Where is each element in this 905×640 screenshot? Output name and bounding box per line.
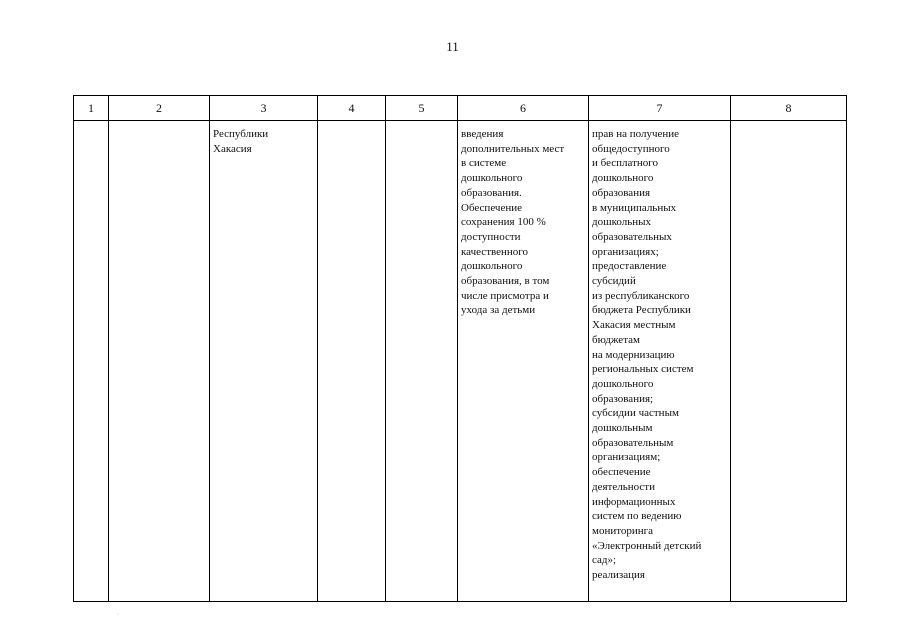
table-cell-col6: введения дополнительных мест в системе дошкольного образования. Обеспечение сохранения 100 % доступности качественного дошкольного образования, в том числе присмотра и ухода за детьми [458, 121, 589, 602]
data-table [73, 95, 847, 602]
page-number: 11 [446, 39, 459, 54]
column-header-8: 8 [731, 96, 847, 121]
table-cell-col7: прав на получение общедоступного и бесплатного дошкольного образования в муниципальных дошкольных образовательных организациях; предоставление субсидий из республиканского бюджета Республики Хакасия местным бюджетам на модернизацию региональных систем дошкольного образования; субсидии частным дошкольным образовательным организациям; обеспечение деятельности информационных систем по ведению мониторинга «Электронный детский сад»; реализация [589, 121, 731, 602]
column-header-1: 1 [74, 96, 109, 121]
scan-artifact: · [117, 612, 119, 618]
table-cell-col4 [318, 121, 386, 602]
table-cell-col5 [386, 121, 458, 602]
column-header-3: 3 [210, 96, 318, 121]
column-header-2: 2 [109, 96, 210, 121]
column-header-5: 5 [386, 96, 458, 121]
table-cell-col3: Республики Хакасия [210, 121, 318, 602]
table-cell-col8 [731, 121, 847, 602]
table-cell-col2 [109, 121, 210, 602]
header-row [74, 96, 847, 121]
table-cell-col1 [74, 121, 109, 602]
column-header-6: 6 [458, 96, 589, 121]
table-row [74, 121, 847, 602]
column-header-4: 4 [318, 96, 386, 121]
column-header-7: 7 [589, 96, 731, 121]
